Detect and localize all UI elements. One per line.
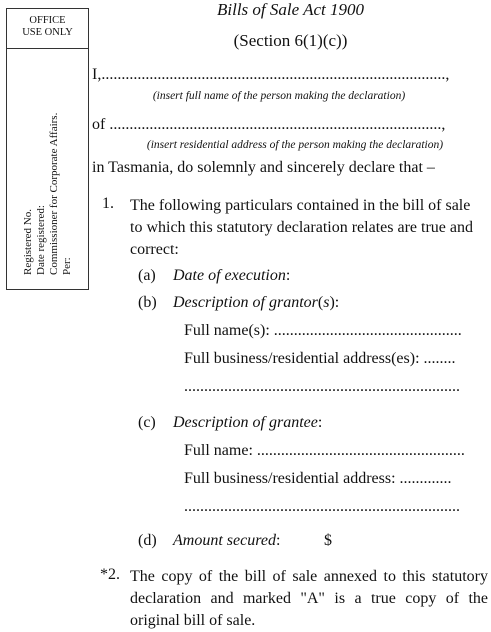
item-1-text: The following particulars contained in the bill of sale to which this statutory declaration relates are true and correct: bbox=[130, 197, 473, 258]
item-a-label: (a) bbox=[138, 267, 156, 284]
office-fields bbox=[22, 35, 74, 275]
item-c-label: (c) bbox=[138, 414, 156, 431]
name-hint: (insert full name of the person making the declaration) bbox=[152, 90, 406, 102]
item-c: Description of grantee: bbox=[173, 414, 323, 431]
registered-no-label: Registered No. bbox=[22, 209, 34, 275]
item-b-label: (b) bbox=[138, 294, 157, 311]
item-a: Date of execution: bbox=[173, 267, 291, 284]
office-label: OFFICE bbox=[29, 15, 66, 26]
amount-currency[interactable]: $ bbox=[324, 532, 332, 549]
item-2-number: *2. bbox=[100, 566, 120, 583]
item-2-text: The copy of the bill of sale annexed to this statutory declaration and marked "A" is a true copy of the original bill of sale. bbox=[130, 568, 488, 629]
name-line: I,......................................................................................, bbox=[92, 66, 450, 83]
item-d: Amount secured: bbox=[173, 532, 281, 549]
item-1-number: 1. bbox=[102, 195, 114, 212]
grantor-address-field[interactable]: Full business/residential address(es): ........ bbox=[184, 350, 456, 367]
item-d-label: (d) bbox=[138, 532, 157, 549]
per-label: Per: bbox=[61, 257, 73, 275]
grantor-address-continuation[interactable]: ..................................................................... bbox=[184, 378, 460, 395]
commissioner-label: Commissioner for Corporate Affairs. bbox=[48, 112, 60, 275]
name-field[interactable]: ...................................................................................... bbox=[101, 66, 446, 83]
address-field[interactable]: ................................................................................... bbox=[109, 116, 442, 133]
date-registered-label: Date registered: bbox=[35, 205, 47, 275]
use-only-label: USE ONLY bbox=[22, 27, 73, 38]
grantor-name-field[interactable]: Full name(s): ............................................... bbox=[184, 322, 462, 339]
declaration-statement: in Tasmania, do solemnly and sincerely declare that – bbox=[92, 159, 435, 176]
grantee-name-field[interactable]: Full name: .................................................... bbox=[184, 442, 465, 459]
address-line: of ..................................................................................., bbox=[92, 116, 446, 133]
address-hint: (insert residential address of the person making the declaration) bbox=[146, 139, 444, 151]
form-section: (Section 6(1)(c)) bbox=[233, 31, 348, 50]
item-b: Description of grantor(s): bbox=[173, 294, 340, 311]
form-title: Bills of Sale Act 1900 bbox=[216, 0, 364, 19]
grantee-address-continuation[interactable]: ..................................................................... bbox=[184, 498, 460, 515]
grantee-address-field[interactable]: Full business/residential address: ............. bbox=[184, 470, 452, 487]
